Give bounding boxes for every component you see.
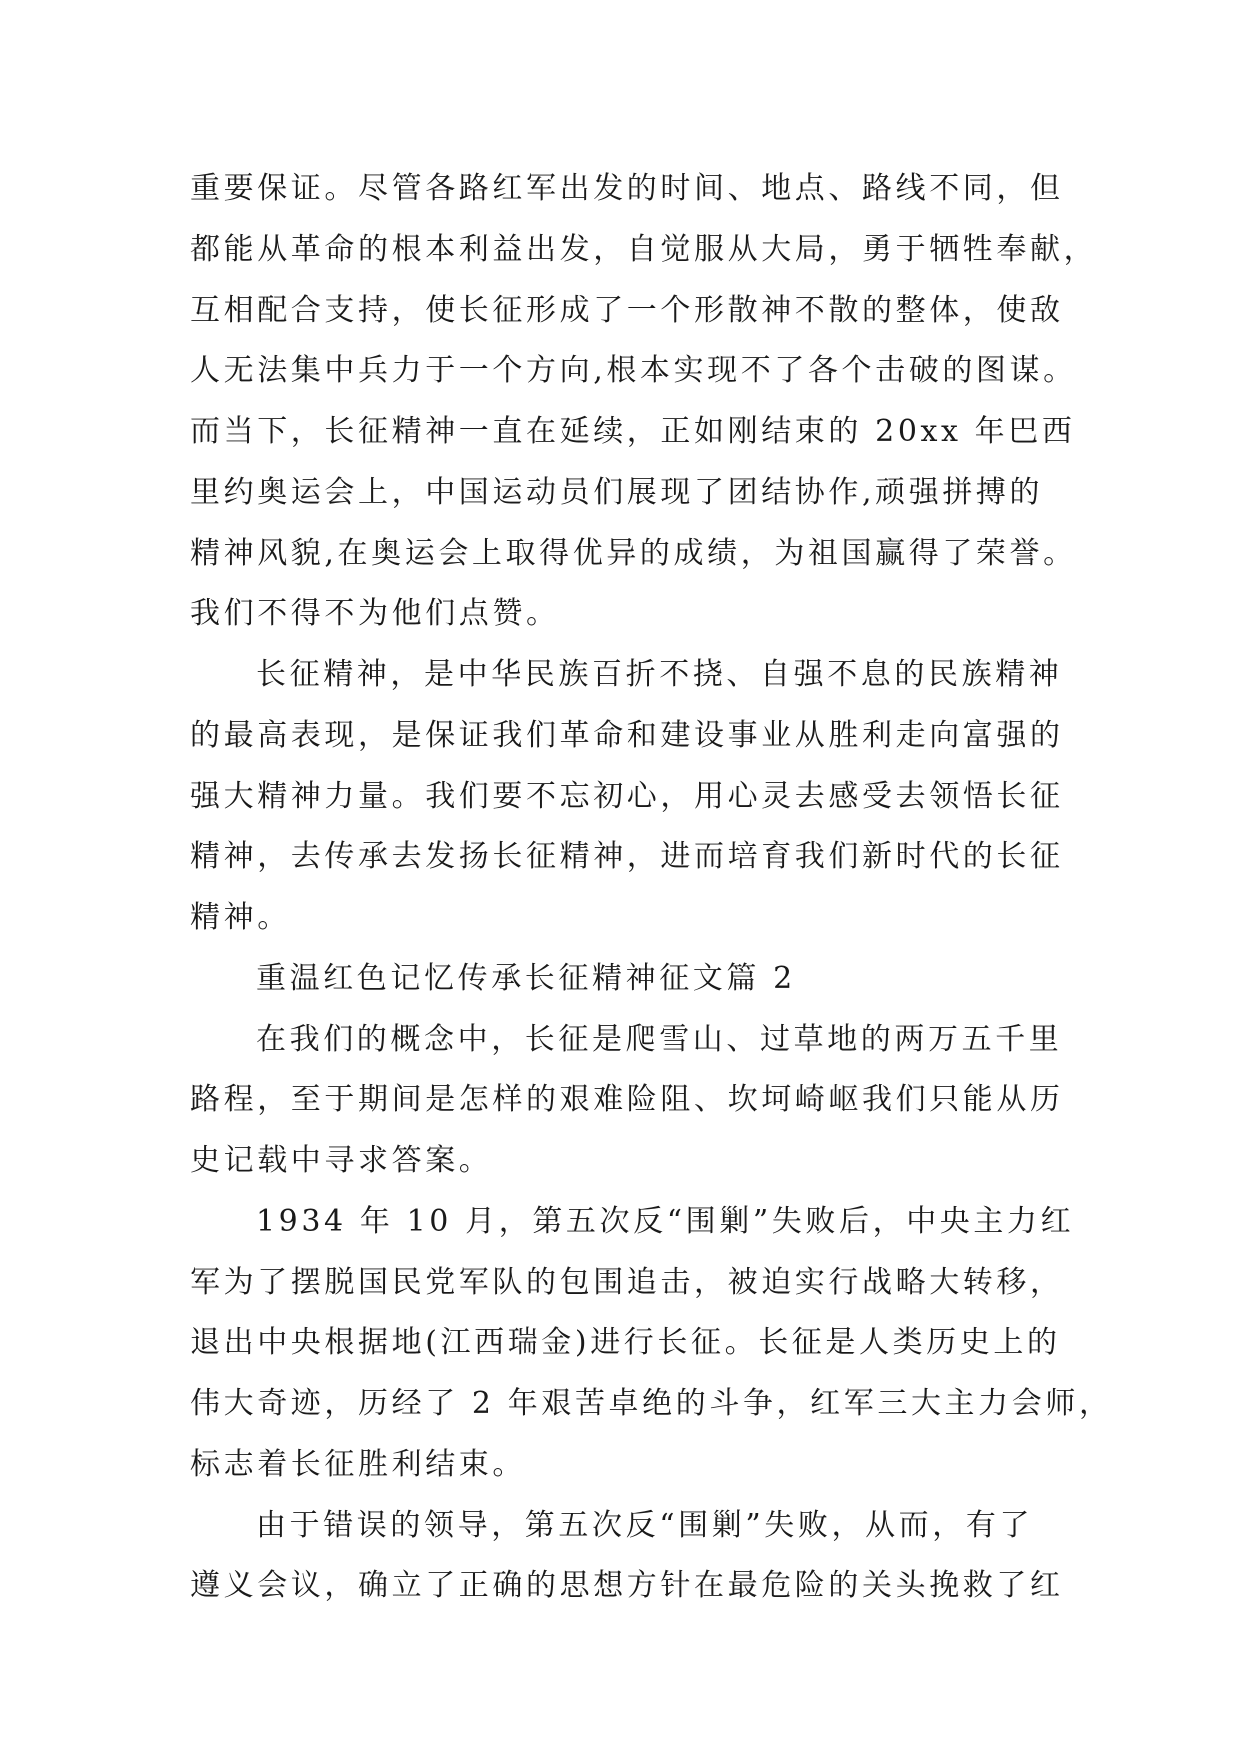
text-line: 精神，去传承去发扬长征精神，进而培育我们新时代的长征 — [190, 839, 1064, 875]
text-line: 人无法集中兵力于一个方向,根本实现不了各个击破的图谋。 — [190, 353, 1077, 389]
text-line: 标志着长征胜利结束。 — [190, 1446, 526, 1482]
text-line: 军为了摆脱国民党军队的包围追击，被迫实行战略大转移， — [190, 1264, 1064, 1300]
paragraph-first-line: 长征精神，是中华民族百折不挠、自强不息的民族精神 — [256, 657, 1063, 692]
text-line: 路程，至于期间是怎样的艰难险阻、坎坷崎岖我们只能从历 — [190, 1082, 1064, 1118]
text-line: 强大精神力量。我们要不忘初心，用心灵去感受去领悟长征 — [190, 778, 1064, 814]
text-line: 而当下，长征精神一直在延续，正如刚结束的 20xx 年巴西 — [190, 414, 1076, 449]
text-line: 伟大奇迹，历经了 2 年艰苦卓绝的斗争，红军三大主力会师， — [190, 1386, 1113, 1421]
text-line: 我们不得不为他们点赞。 — [190, 596, 560, 632]
text-line: 退出中央根据地(江西瑞金)进行长征。长征是人类历史上的 — [190, 1325, 1061, 1361]
text-line: 的最高表现，是保证我们革命和建设事业从胜利走向富强的 — [190, 717, 1064, 753]
text-line: 精神风貌,在奥运会上取得优异的成绩，为祖国赢得了荣誉。 — [190, 535, 1077, 571]
paragraph-first-line: 1934 年 10 月，第五次反“围剿”失败后，中央主力红 — [256, 1203, 1075, 1239]
section-heading: 重温红色记忆传承长征精神征文篇 2 — [256, 960, 796, 996]
paragraph-first-line: 由于错误的领导，第五次反“围剿”失败，从而，有了 — [256, 1507, 1034, 1543]
body-text — [190, 159, 1113, 1617]
text-line: 重要保证。尽管各路红军出发的时间、地点、路线不同，但 — [190, 171, 1064, 206]
text-line: 都能从革命的根本利益出发，自觉服从大局，勇于牺牲奉献， — [190, 231, 1098, 267]
text-line: 互相配合支持，使长征形成了一个形散神不散的整体，使敌 — [190, 292, 1064, 328]
paragraph-first-line: 在我们的概念中，长征是爬雪山、过草地的两万五千里 — [256, 1021, 1063, 1057]
text-line: 史记载中寻求答案。 — [190, 1143, 493, 1178]
text-line: 遵义会议，确立了正确的思想方针在最危险的关头挽救了红 — [190, 1568, 1064, 1604]
text-line: 里约奥运会上，中国运动员们展现了团结协作,顽强拼搏的 — [190, 474, 1044, 510]
text-line: 精神。 — [190, 900, 291, 935]
